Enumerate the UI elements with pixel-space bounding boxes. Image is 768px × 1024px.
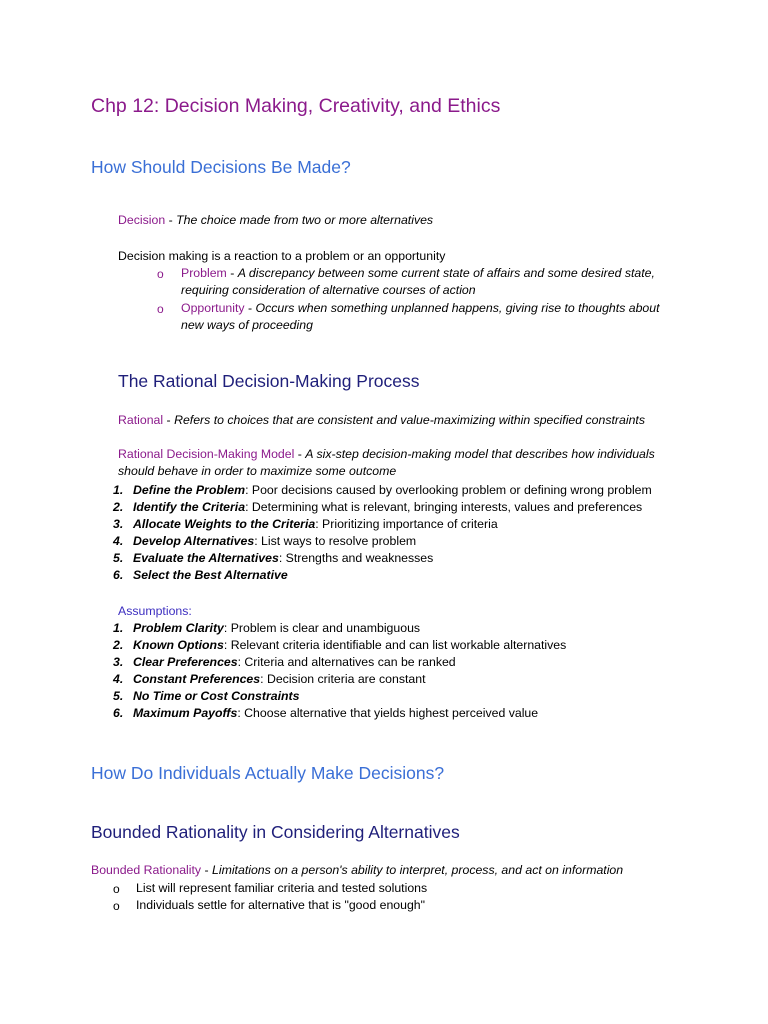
definition-problem-line1: A discrepancy between some current state of affairs and some desired state, xyxy=(237,266,655,280)
list-item xyxy=(113,550,652,567)
item-text: List will represent familiar criteria and tested solutions xyxy=(136,881,428,895)
definition-opportunity-line1: Occurs when something unplanned happens, giving rise to thoughts about xyxy=(255,301,660,315)
item-term: Develop Alternatives xyxy=(133,534,255,548)
item-number: 2. xyxy=(113,638,124,652)
item-number: 6. xyxy=(113,706,124,720)
list-item xyxy=(113,705,566,722)
definition-bounded-rationality: Limitations on a person's ability to interpret, process, and act on information xyxy=(212,863,624,877)
item-text: : Poor decisions caused by overlooking problem or defining wrong problem xyxy=(245,483,652,497)
item-number: 5. xyxy=(113,689,124,703)
list-item xyxy=(113,620,566,637)
item-number: 2. xyxy=(113,500,124,514)
item-text: : Determining what is relevant, bringing interests, values and preferences xyxy=(245,500,643,514)
item-number: 4. xyxy=(113,672,124,686)
definition-rational-model-line1: A six-step decision-making model that describes how individuals xyxy=(305,447,655,461)
list-item xyxy=(113,637,566,654)
separator: - xyxy=(163,413,175,427)
separator: - xyxy=(226,266,238,280)
term-rational-model: Rational Decision-Making Model xyxy=(118,447,295,461)
item-text: : Strengths and weaknesses xyxy=(278,551,434,565)
list-item xyxy=(113,516,652,533)
item-text: : List ways to resolve problem xyxy=(254,534,417,548)
bullet-icon: o xyxy=(157,267,164,281)
item-text: : Problem is clear and unambiguous xyxy=(223,621,421,635)
item-number: 1. xyxy=(113,621,124,635)
heading-bounded-rationality: Bounded Rationality in Considering Alternatives xyxy=(91,822,460,842)
item-number: 5. xyxy=(113,551,124,565)
item-text: : Prioritizing importance of criteria xyxy=(315,517,498,531)
item-term: Constant Preferences xyxy=(133,672,261,686)
item-number: 3. xyxy=(113,655,124,669)
item-number: 4. xyxy=(113,534,124,548)
bounded-rationality-definition xyxy=(91,862,623,879)
list-item xyxy=(113,482,652,499)
item-term: Maximum Payoffs xyxy=(133,706,238,720)
item-text: : Criteria and alternatives can be ranked xyxy=(237,655,456,669)
steps-list xyxy=(113,482,652,584)
bullet-icon: o xyxy=(157,302,164,316)
separator: - xyxy=(165,213,177,227)
term-rational: Rational xyxy=(118,413,164,427)
separator: - xyxy=(244,301,256,315)
heading-rational-process: The Rational Decision-Making Process xyxy=(118,371,420,391)
item-number: 6. xyxy=(113,568,124,582)
item-term: Select the Best Alternative xyxy=(133,568,288,582)
term-opportunity: Opportunity xyxy=(181,301,245,315)
item-text: : Decision criteria are constant xyxy=(260,672,426,686)
item-term: Allocate Weights to the Criteria xyxy=(133,517,316,531)
item-term: No Time or Cost Constraints xyxy=(133,689,300,703)
item-term: Evaluate the Alternatives xyxy=(133,551,279,565)
term-bounded-rationality: Bounded Rationality xyxy=(91,863,202,877)
list-item xyxy=(113,654,566,671)
list-item xyxy=(113,533,652,550)
rational-definition xyxy=(118,412,645,429)
assumptions-label: Assumptions: xyxy=(118,604,192,618)
term-decision: Decision xyxy=(118,213,166,227)
item-term: Clear Preferences xyxy=(133,655,238,669)
item-number: 1. xyxy=(113,483,124,497)
item-term: Problem Clarity xyxy=(133,621,224,635)
separator: - xyxy=(294,447,306,461)
item-term: Define the Problem xyxy=(133,483,246,497)
definition-decision: The choice made from two or more alternatives xyxy=(176,213,434,227)
decision-definition xyxy=(118,212,433,229)
bullet-icon: o xyxy=(113,899,120,913)
definition-opportunity-line2: new ways of proceeding xyxy=(181,318,313,332)
list-item xyxy=(113,688,566,705)
list-item xyxy=(113,499,652,516)
definition-rational-model-line2: should behave in order to maximize some outcome xyxy=(118,464,397,478)
item-text: : Relevant criteria identifiable and can list workable alternatives xyxy=(223,638,567,652)
item-text: : Choose alternative that yields highest perceived value xyxy=(237,706,539,720)
heading-how-should-decisions: How Should Decisions Be Made? xyxy=(91,157,351,177)
decision-intro: Decision making is a reaction to a problem or an opportunity xyxy=(118,249,446,263)
item-number: 3. xyxy=(113,517,124,531)
definition-problem-line2: requiring consideration of alternative courses of action xyxy=(181,283,476,297)
rational-model-definition xyxy=(118,446,655,480)
item-text: Individuals settle for alternative that is "good enough" xyxy=(136,898,426,912)
assumptions-list xyxy=(113,620,566,722)
page-title: Chp 12: Decision Making, Creativity, and Ethics xyxy=(91,95,501,117)
heading-how-individuals-decide: How Do Individuals Actually Make Decisions? xyxy=(91,763,445,783)
list-item xyxy=(113,671,566,688)
bullet-icon: o xyxy=(113,882,120,896)
definition-rational: Refers to choices that are consistent and value-maximizing within specified constraints xyxy=(174,413,645,427)
item-term: Identify the Criteria xyxy=(133,500,246,514)
list-item xyxy=(113,567,652,584)
term-problem: Problem xyxy=(181,266,227,280)
separator: - xyxy=(201,863,213,877)
item-term: Known Options xyxy=(133,638,224,652)
